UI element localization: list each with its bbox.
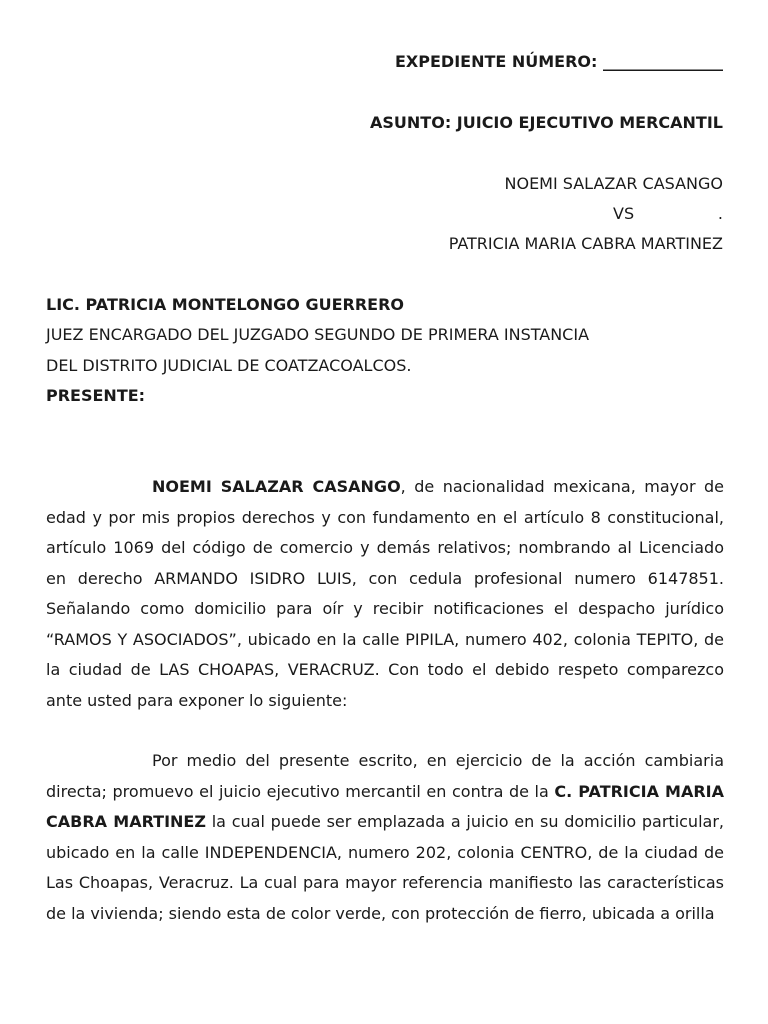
judge-title-line1: JUEZ ENCARGADO DEL JUZGADO SEGUNDO DE PRIMERA INSTANCIA	[46, 325, 590, 344]
defendant-name-bold: C. PATRICIA MARIA CABRA MARTINEZ	[46, 781, 724, 831]
judge-name: LIC. PATRICIA MONTELONGO GUERRERO	[46, 295, 404, 314]
presente-label: PRESENTE:	[46, 386, 146, 405]
paragraph-claim-text-before: Por medio del presente escrito, en ejercicio de la acción cambiaria directa; promuevo el juicio ejecutivo mercantil en contra de la	[46, 751, 724, 801]
defendant-name: PATRICIA MARIA CABRA MARTINEZ	[448, 234, 723, 253]
actor-name: NOEMI SALAZAR CASANGO	[504, 174, 723, 193]
paragraph-claim	[46, 746, 724, 929]
versus-label: VS	[613, 204, 635, 223]
asunto-line: ASUNTO: JUICIO EJECUTIVO MERCANTIL	[370, 113, 723, 132]
versus-dot: .	[717, 204, 723, 223]
paragraph-claim-text-after: la cual puede ser emplazada a juicio en su domicilio particular, ubicado en la calle INDEPENDENCIA, numero 202, colonia CENTRO, de la ciudad de Las Choapas, Veracruz. La cual para mayor referencia manifiesto las características de la vivienda; siendo esta de color verde, con protección de fierro, ubicada a orilla	[46, 812, 724, 923]
paragraph-introduction	[46, 472, 724, 716]
paragraph-introduction-text: , de nacionalidad mexicana, mayor de edad y por mis propios derechos y con fundamento en el artículo 8 constitucional, artículo 1069 del código de comercio y demás relativos; nombrando al Licenciado en derecho ARMANDO ISIDRO LUIS, con cedula profesional numero 6147851. Señalando como domicilio para oír y recibir notificaciones el despacho jurídico “RAMOS Y ASOCIADOS”, ubicado en la calle PIPILA, numero 402, colonia TEPITO, de la ciudad de LAS CHOAPAS, VERACRUZ. Con todo el debido respeto comparezco ante usted para exponer lo siguiente:	[46, 477, 724, 710]
expediente-number-line: EXPEDIENTE NÚMERO: _______________	[394, 52, 723, 71]
plaintiff-name-bold: NOEMI SALAZAR CASANGO	[152, 477, 401, 496]
judge-title-line2: DEL DISTRITO JUDICIAL DE COATZACOALCOS.	[46, 356, 412, 375]
